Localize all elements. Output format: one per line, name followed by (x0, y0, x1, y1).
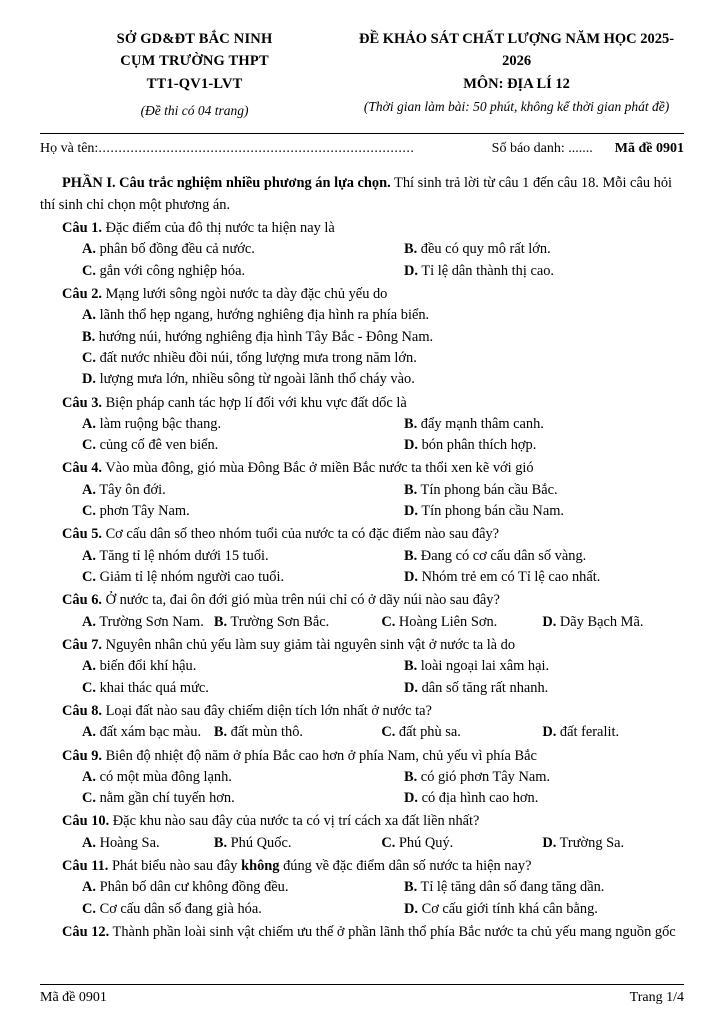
option-key: D. (542, 724, 557, 741)
exam-duration: (Thời gian làm bài: 50 phút, không kể thời gian phát đề) (363, 99, 670, 115)
option-text: củng cố đê ven biển. (96, 437, 219, 454)
document-header (40, 26, 684, 119)
question-stem (40, 393, 684, 414)
option-text: khai thác quá mức. (96, 679, 209, 696)
option-d[interactable] (542, 612, 684, 633)
footer-exam-code: Mã đề 0901 (40, 990, 107, 1005)
page-footer (40, 984, 684, 1006)
option-c[interactable] (381, 833, 542, 854)
option-text: Đang có cơ cấu dân số vàng. (417, 547, 587, 564)
question-text: Vào mùa đông, gió mùa Đông Bắc ở miền Bắc nước ta thổi xen kẽ với gió (101, 460, 534, 477)
exam-code-label: Mã đề 0901 (614, 141, 684, 157)
question-7 (40, 635, 684, 699)
exam-subject: MÔN: ĐỊA LÍ 12 (463, 75, 570, 92)
option-c[interactable] (40, 678, 362, 699)
option-text: đất feralit. (556, 724, 620, 741)
option-key: B. (213, 724, 228, 741)
option-key: A. (82, 613, 96, 630)
option-key: A. (82, 658, 96, 675)
option-text: hướng núi, hướng nghiêng địa hình Tây Bắc - Đông Nam. (95, 328, 434, 345)
question-emphasis: không (241, 858, 280, 875)
question-stem (40, 590, 684, 611)
option-key: D. (404, 900, 418, 917)
option-b[interactable] (362, 239, 684, 260)
option-a[interactable] (40, 239, 362, 260)
option-c[interactable] (40, 899, 362, 920)
options (40, 877, 684, 920)
option-key: C. (82, 679, 96, 696)
option-d[interactable] (362, 567, 684, 588)
option-b[interactable] (214, 722, 381, 743)
header-left-block (40, 26, 349, 119)
option-text: Tín phong bán cầu Bắc. (417, 481, 558, 498)
question-6 (40, 590, 684, 633)
option-text: đất phù sa. (395, 724, 461, 741)
question-label: Câu 10. (62, 813, 110, 830)
option-key: A. (82, 307, 96, 324)
option-text: đất mùn thô. (227, 724, 304, 741)
option-d[interactable] (542, 722, 684, 743)
question-label: Câu 6. (62, 592, 102, 609)
option-key: A. (82, 879, 96, 896)
question-label: Câu 9. (62, 747, 102, 764)
option-text: có một mùa đông lạnh. (96, 768, 232, 785)
question-text: Nguyên nhân chủ yếu làm suy giảm tài nguyên sinh vật ở nước ta là do (101, 636, 516, 653)
option-text: Tỉ lệ dân thành thị cao. (418, 262, 555, 279)
question-2 (40, 284, 684, 391)
option-text: Hoàng Sa. (96, 834, 160, 851)
question-stem (40, 856, 684, 877)
option-key: B. (82, 328, 96, 345)
question-stem (40, 218, 684, 239)
option-a[interactable] (40, 480, 362, 501)
candidate-info-row (40, 133, 684, 157)
question-text: Biện pháp canh tác hợp lí đối với khu vực đất dốc là (101, 394, 407, 411)
option-key: C. (82, 503, 96, 520)
option-text: Giảm tỉ lệ nhóm người cao tuổi. (96, 569, 285, 586)
option-a[interactable] (40, 546, 362, 567)
question-stem (40, 811, 684, 832)
option-key: D. (404, 262, 418, 279)
option-key: C. (82, 262, 96, 279)
question-text: Mạng lưới sông ngòi nước ta dày đặc chủ yếu do (101, 285, 388, 302)
option-key: B. (404, 547, 418, 564)
option-key: B. (213, 613, 228, 630)
option-text: Trường Sơn Bắc. (227, 613, 330, 630)
option-key: D. (404, 437, 418, 454)
options (40, 833, 684, 854)
option-a[interactable] (40, 656, 362, 677)
candidate-name-label: Họ và tên: (40, 141, 99, 157)
option-text: Tín phong bán cầu Nam. (418, 503, 565, 520)
option-b[interactable] (214, 833, 381, 854)
option-a[interactable] (40, 612, 214, 633)
option-a[interactable] (40, 767, 362, 788)
footer-page-number: Trang 1/4 (629, 990, 684, 1005)
option-text: có gió phơn Tây Nam. (417, 768, 551, 785)
option-d[interactable] (362, 261, 684, 282)
option-key: C. (82, 437, 96, 454)
options (40, 546, 684, 589)
option-text: Tỉ lệ tăng dân số đang tăng dần. (417, 879, 605, 896)
option-text: dân số tăng rất nhanh. (418, 679, 549, 696)
option-text: loài ngoại lai xâm hại. (417, 658, 550, 675)
option-text: Tây ôn đới. (96, 481, 166, 498)
option-text: Trường Sa. (556, 834, 625, 851)
option-text: phơn Tây Nam. (96, 503, 190, 520)
option-key: D. (404, 679, 418, 696)
option-key: A. (82, 768, 96, 785)
options (40, 612, 684, 633)
option-text: Trường Sơn Nam. (96, 613, 204, 630)
question-text: Cơ cấu dân số theo nhóm tuổi của nước ta có đặc điểm nào sau đây? (101, 526, 500, 543)
option-a[interactable] (40, 722, 214, 743)
option-text: Cơ cấu giới tính khá cân bằng. (418, 900, 598, 917)
option-text: Dãy Bạch Mã. (556, 613, 644, 630)
option-key: A. (82, 415, 96, 432)
option-a[interactable] (40, 414, 362, 435)
option-c[interactable] (40, 501, 362, 522)
question-11 (40, 856, 684, 920)
option-c[interactable] (40, 261, 362, 282)
option-key: D. (542, 834, 557, 851)
options (40, 480, 684, 523)
option-text: Hoàng Liên Sơn. (395, 613, 498, 630)
option-text: Phú Quốc. (227, 834, 292, 851)
question-label: Câu 5. (62, 526, 102, 543)
option-key: B. (404, 415, 418, 432)
school-cluster-code: TT1-QV1-LVT (146, 75, 243, 92)
question-9 (40, 746, 684, 810)
option-b[interactable] (362, 480, 684, 501)
part-description: Thí sinh trả lời từ câu 1 đến câu 18. Mỗi câu hỏi thí sinh chỉ chọn một phương án. (40, 175, 673, 213)
option-c[interactable] (381, 612, 542, 633)
question-8 (40, 701, 684, 744)
question-10 (40, 811, 684, 854)
option-key: A. (82, 241, 96, 258)
option-key: B. (404, 879, 418, 896)
header-right-block (349, 26, 684, 115)
question-text: Đặc khu nào sau đây của nước ta có vị trí cách xa đất liền nhất? (109, 813, 480, 830)
option-text: Phân bố dân cư không đồng đều. (96, 879, 289, 896)
options (40, 305, 684, 390)
option-text: đẩy mạnh thâm canh. (417, 415, 544, 432)
option-key: B. (404, 241, 418, 258)
school-cluster-name: CỤM TRƯỜNG THPT (120, 53, 269, 70)
option-text: có địa hình cao hơn. (418, 790, 539, 807)
option-d[interactable] (362, 501, 684, 522)
question-stem (40, 524, 684, 545)
question-text: Thành phần loài sinh vật chiếm ưu thế ở phần lãnh thổ phía Bắc nước ta chủ yếu mang nguồn gốc (109, 924, 676, 941)
option-key: C. (381, 724, 396, 741)
option-key: A. (82, 724, 96, 741)
question-stem (40, 284, 684, 305)
question-stem (40, 458, 684, 479)
option-key: C. (82, 900, 96, 917)
option-text: Nhóm trẻ em có Tỉ lệ cao nhất. (418, 569, 601, 586)
option-a[interactable] (40, 833, 214, 854)
option-c[interactable] (381, 722, 542, 743)
question-label: Câu 7. (62, 636, 102, 653)
part-intro (40, 173, 684, 216)
question-12 (40, 922, 684, 943)
option-key: C. (381, 834, 396, 851)
question-text: Biên độ nhiệt độ năm ở phía Bắc cao hơn ở phía Nam, chủ yếu vì phía Bắc (101, 747, 537, 764)
option-c[interactable] (40, 788, 362, 809)
option-text: nằm gần chí tuyến hơn. (96, 790, 235, 807)
option-b[interactable] (362, 767, 684, 788)
option-text: Phú Quý. (395, 834, 454, 851)
candidate-number-label: Số báo danh: ....... (491, 141, 593, 157)
candidate-name-blank: ............................................................................... (98, 141, 415, 157)
question-label: Câu 3. (62, 394, 102, 411)
option-text: đất xám bạc màu. (96, 724, 202, 741)
option-key: A. (82, 547, 96, 564)
question-label: Câu 8. (62, 702, 102, 719)
option-b[interactable] (362, 414, 684, 435)
question-stem (40, 635, 684, 656)
question-label: Câu 12. (62, 924, 110, 941)
option-c[interactable] (40, 348, 684, 369)
option-text: Tăng tỉ lệ nhóm dưới 15 tuổi. (96, 547, 269, 564)
option-d[interactable] (542, 833, 684, 854)
options (40, 239, 684, 282)
question-label: Câu 4. (62, 460, 102, 477)
option-b[interactable] (362, 656, 684, 677)
option-key: B. (404, 768, 418, 785)
department-name: SỞ GD&ĐT BẮC NINH (116, 31, 273, 47)
option-d[interactable] (362, 788, 684, 809)
options (40, 767, 684, 810)
option-key: D. (82, 371, 96, 388)
option-d[interactable] (362, 899, 684, 920)
question-text: Ở nước ta, đai ôn đới gió mùa trên núi chỉ có ở dãy núi nào sau đây? (101, 592, 500, 609)
question-label: Câu 2. (62, 285, 102, 302)
question-3 (40, 393, 684, 457)
option-key: C. (82, 349, 96, 366)
option-d[interactable] (40, 369, 684, 390)
question-text: Đặc điểm của đô thị nước ta hiện nay là (101, 220, 335, 237)
option-text: lượng mưa lớn, nhiều sông từ ngoài lãnh thổ cháy vào. (96, 371, 415, 388)
question-4 (40, 458, 684, 522)
part-title: PHẦN I. Câu trắc nghiệm nhiều phương án lựa chọn. (62, 175, 391, 192)
exam-title: ĐỀ KHẢO SÁT CHẤT LƯỢNG NĂM HỌC 2025-2026 (358, 31, 675, 70)
question-text: Loại đất nào sau đây chiếm diện tích lớn nhất ở nước ta? (101, 702, 432, 719)
option-text: lãnh thổ hẹp ngang, hướng nghiêng địa hình ra phía biển. (96, 307, 430, 324)
question-1 (40, 218, 684, 282)
option-key: A. (82, 834, 96, 851)
option-key: C. (82, 790, 96, 807)
question-5 (40, 524, 684, 588)
option-key: C. (82, 569, 96, 586)
option-d[interactable] (362, 435, 684, 456)
option-b[interactable] (362, 546, 684, 567)
option-b[interactable] (362, 877, 684, 898)
option-key: D. (404, 503, 418, 520)
option-text: đều có quy mô rất lớn. (417, 241, 551, 258)
option-a[interactable] (40, 305, 684, 326)
option-key: D. (404, 569, 418, 586)
option-text: gắn với công nghiệp hóa. (96, 262, 246, 279)
option-text: đất nước nhiều đồi núi, tổng lượng mưa trong năm lớn. (96, 349, 417, 366)
question-stem (40, 922, 684, 943)
option-key: D. (404, 790, 418, 807)
option-b[interactable] (40, 327, 684, 348)
option-key: C. (381, 613, 396, 630)
question-stem (40, 701, 684, 722)
option-d[interactable] (362, 678, 684, 699)
option-key: B. (404, 658, 418, 675)
option-key: D. (542, 613, 557, 630)
option-c[interactable] (40, 435, 362, 456)
option-key: B. (404, 481, 418, 498)
option-b[interactable] (214, 612, 381, 633)
question-label: Câu 1. (62, 220, 102, 237)
option-text: làm ruộng bậc thang. (96, 415, 222, 432)
option-a[interactable] (40, 877, 362, 898)
option-key: B. (213, 834, 228, 851)
options (40, 414, 684, 457)
option-text: phân bố đồng đều cả nước. (96, 241, 255, 258)
question-stem (40, 746, 684, 767)
option-text: Cơ cấu dân số đang già hóa. (96, 900, 262, 917)
exam-content (40, 173, 684, 943)
option-c[interactable] (40, 567, 362, 588)
page-count-note: (Đề thi có 04 trang) (140, 103, 249, 119)
option-text: bón phân thích hợp. (418, 437, 537, 454)
options (40, 656, 684, 699)
option-text: biến đổi khí hậu. (96, 658, 197, 675)
question-label: Câu 11. (62, 858, 109, 875)
option-key: A. (82, 481, 96, 498)
question-text: Phát biểu nào sau đây không đúng về đặc điểm dân số nước ta hiện nay? (108, 858, 532, 875)
options (40, 722, 684, 743)
